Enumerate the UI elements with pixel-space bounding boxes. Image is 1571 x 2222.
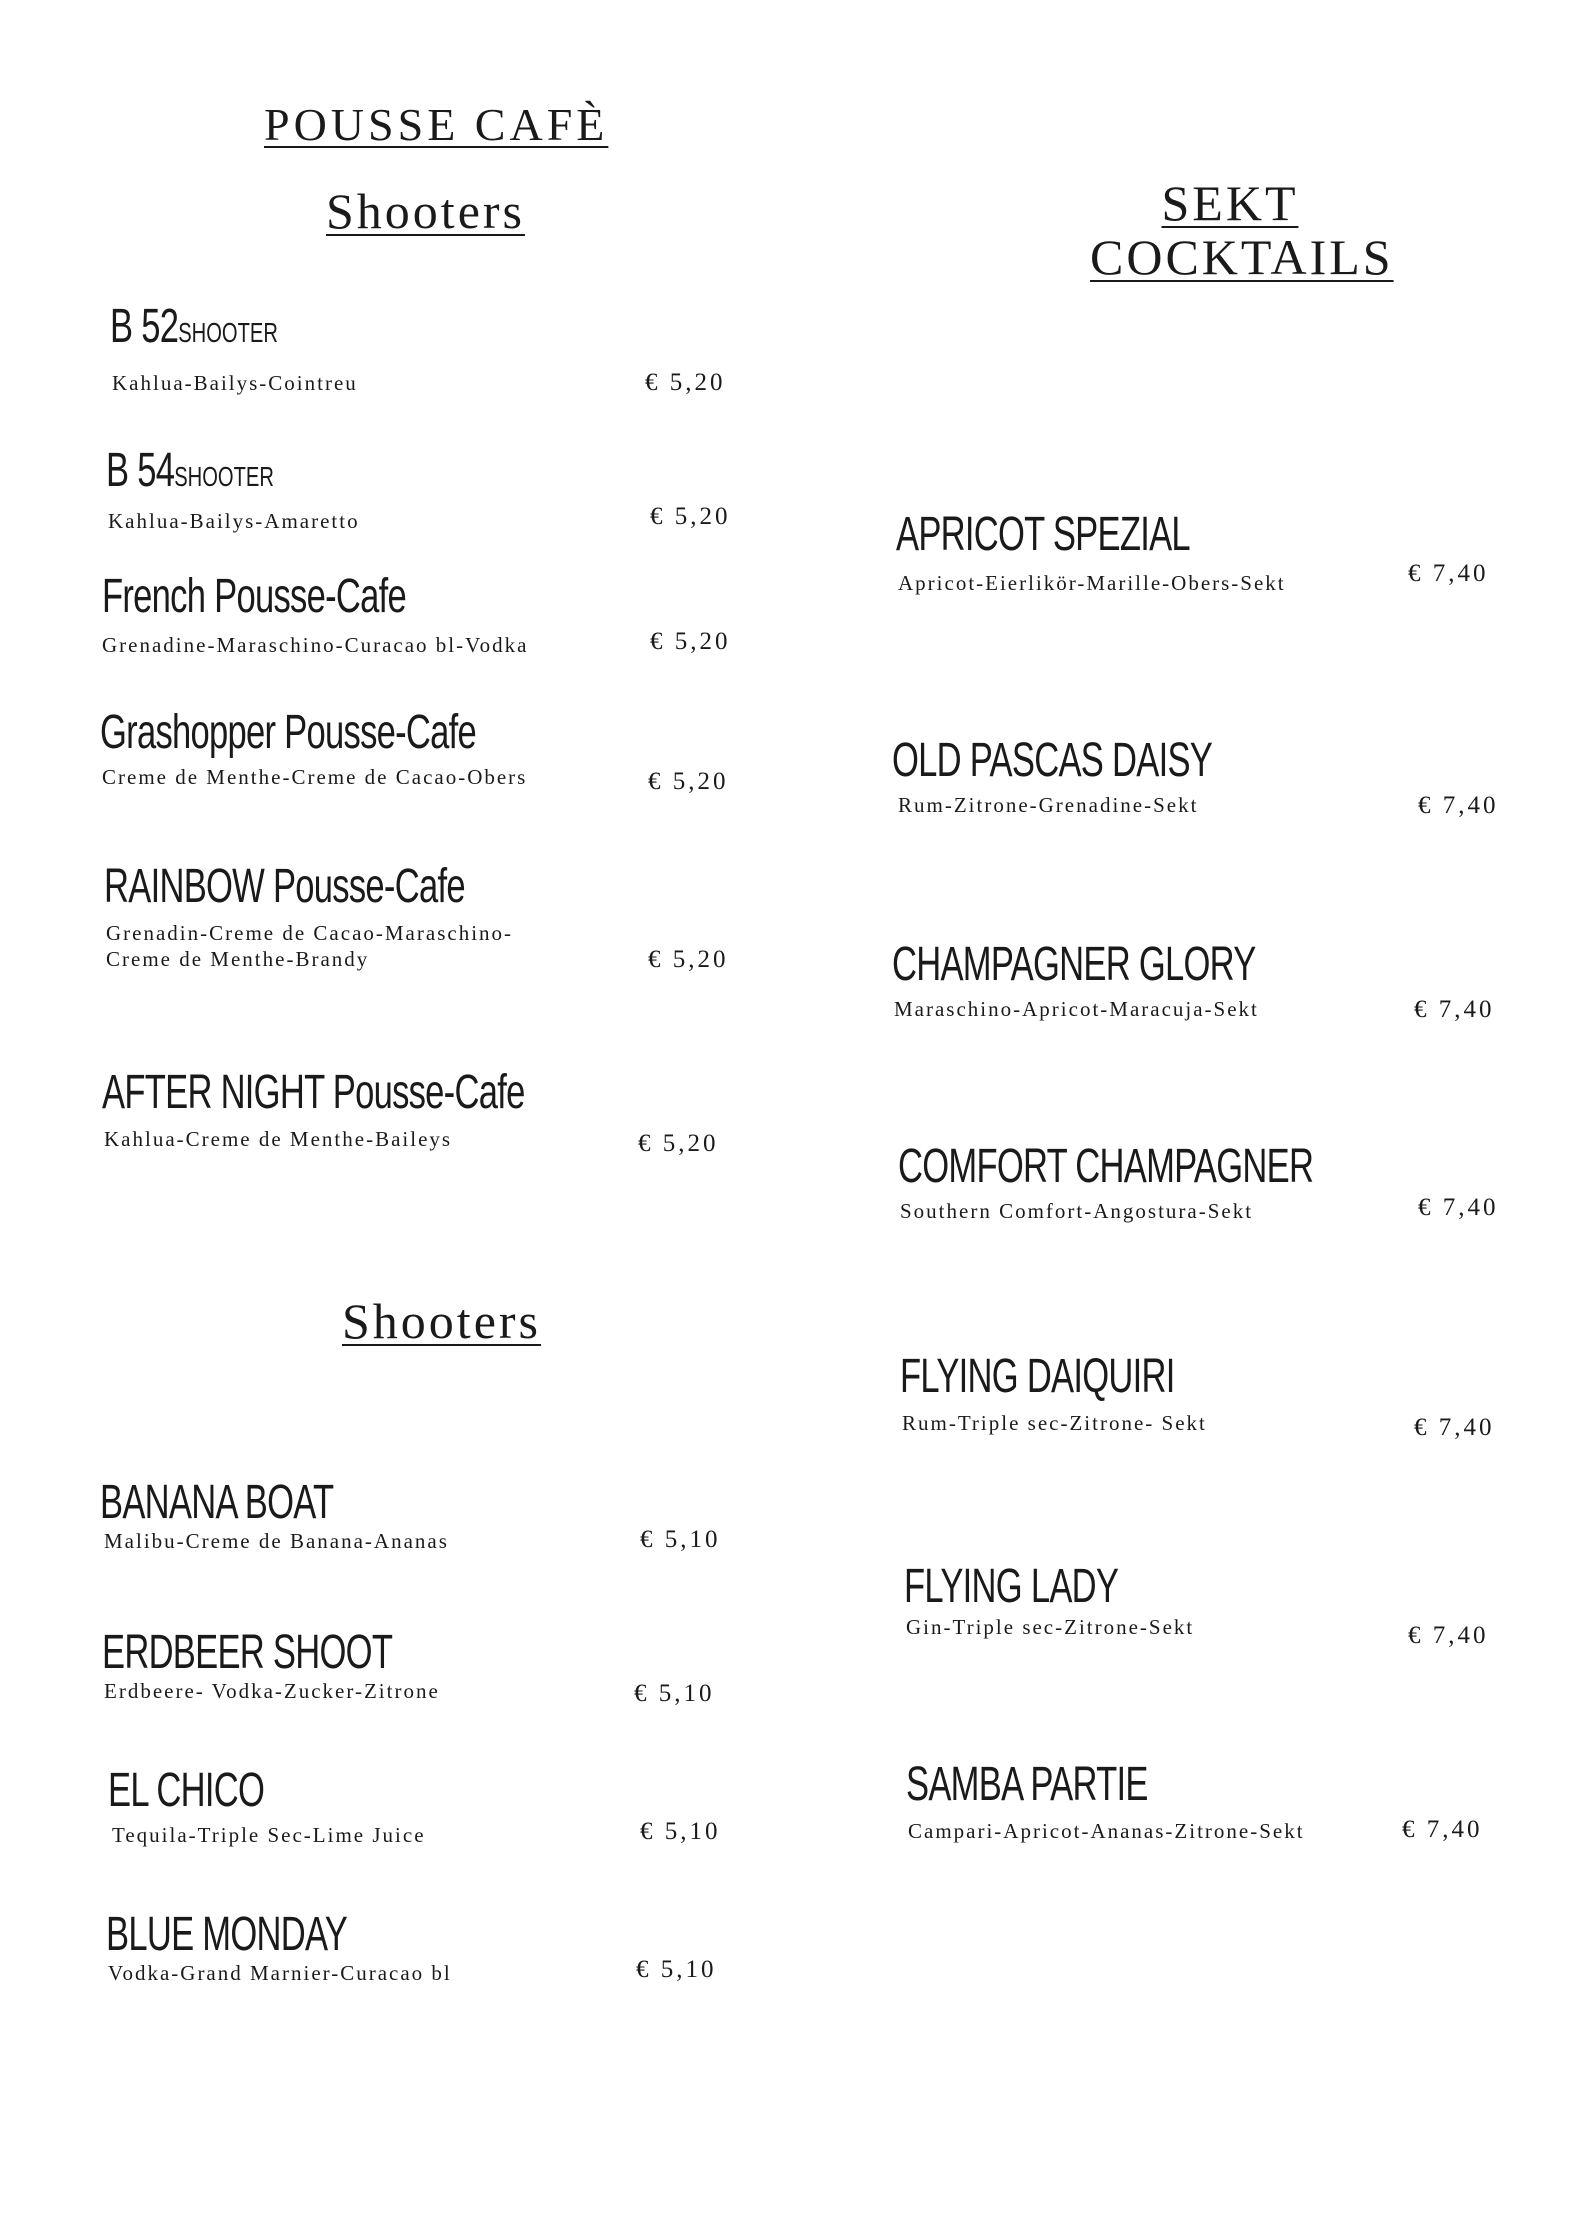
menu-item-price: € 7,40 bbox=[1414, 996, 1495, 1023]
menu-item-name: ERDBEER SHOOT bbox=[102, 1626, 393, 1679]
menu-item-description: Southern Comfort-Angostura-Sekt bbox=[900, 1199, 1254, 1223]
menu-item-description: Creme de Menthe-Creme de Cacao-Obers bbox=[102, 765, 528, 789]
item-name-text: B 54 bbox=[106, 444, 175, 497]
menu-item-name: EL CHICO bbox=[108, 1764, 265, 1817]
menu-item-price: € 5,20 bbox=[648, 946, 729, 973]
item-name-text: B 52 bbox=[110, 300, 179, 353]
menu-item-description: Kahlua-Creme de Menthe-Baileys bbox=[104, 1127, 453, 1151]
menu-item-name: RAINBOW Pousse-Cafe bbox=[104, 860, 465, 913]
sekt-heading-line1: SEKT bbox=[1161, 175, 1299, 231]
menu-item-price: € 5,10 bbox=[640, 1818, 721, 1845]
menu-item-price: € 5,20 bbox=[638, 1130, 719, 1157]
menu-item-price: € 5,20 bbox=[645, 369, 726, 396]
menu-item-name: APRICOT SPEZIAL bbox=[896, 508, 1190, 561]
menu-item-price: € 7,40 bbox=[1408, 1622, 1489, 1649]
item-name-suffix: SHOOTER bbox=[174, 461, 274, 492]
menu-item-description: Grenadin-Creme de Cacao-Maraschino- bbox=[106, 921, 514, 945]
menu-item-description: Erdbeere- Vodka-Zucker-Zitrone bbox=[104, 1679, 440, 1703]
menu-item-description: Tequila-Triple Sec-Lime Juice bbox=[112, 1823, 426, 1847]
menu-item-price: € 7,40 bbox=[1414, 1414, 1495, 1441]
menu-item-price: € 7,40 bbox=[1418, 1194, 1499, 1221]
menu-item-price: € 5,20 bbox=[648, 768, 729, 795]
menu-item-name: OLD PASCAS DAISY bbox=[892, 734, 1213, 787]
menu-item-description: Malibu-Creme de Banana-Ananas bbox=[104, 1529, 449, 1553]
pousse-cafe-heading: POUSSE CAFÈ bbox=[264, 99, 609, 150]
menu-item-description: Kahlua-Bailys-Amaretto bbox=[108, 509, 360, 533]
menu-item-description: Campari-Apricot-Ananas-Zitrone-Sekt bbox=[908, 1819, 1305, 1843]
menu-item-description: Rum-Triple sec-Zitrone- Sekt bbox=[902, 1411, 1207, 1435]
menu-item-name: COMFORT CHAMPAGNER bbox=[898, 1140, 1314, 1193]
menu-item-name: French Pousse-Cafe bbox=[102, 570, 406, 623]
sekt-heading-line2: COCKTAILS bbox=[1090, 229, 1394, 285]
menu-item-name bbox=[106, 446, 274, 502]
menu-item-name: BLUE MONDAY bbox=[106, 1908, 348, 1961]
menu-item-price: € 5,20 bbox=[650, 503, 731, 530]
menu-item-name: CHAMPAGNER GLORY bbox=[892, 938, 1256, 991]
menu-item-description: Vodka-Grand Marnier-Curacao bl bbox=[108, 1961, 452, 1985]
menu-item-name: FLYING LADY bbox=[904, 1560, 1119, 1613]
menu-item-price: € 7,40 bbox=[1402, 1816, 1483, 1843]
menu-item-price: € 5,10 bbox=[634, 1680, 715, 1707]
menu-item-name: BANANA BOAT bbox=[100, 1476, 334, 1529]
menu-item-description: Kahlua-Bailys-Cointreu bbox=[112, 371, 358, 395]
menu-item-price: € 5,10 bbox=[640, 1526, 721, 1553]
menu-item-name: Grashopper Pousse-Cafe bbox=[100, 706, 477, 759]
menu-item-description: Grenadine-Maraschino-Curacao bl-Vodka bbox=[102, 633, 529, 657]
menu-item-name: AFTER NIGHT Pousse-Cafe bbox=[102, 1066, 525, 1119]
menu-item-price: € 5,20 bbox=[650, 628, 731, 655]
menu-item-name bbox=[110, 302, 278, 358]
menu-item-description: Maraschino-Apricot-Maracuja-Sekt bbox=[894, 997, 1259, 1021]
shooters-heading-bottom: Shooters bbox=[342, 1293, 541, 1349]
item-name-suffix: SHOOTER bbox=[178, 317, 278, 348]
menu-item-description: Rum-Zitrone-Grenadine-Sekt bbox=[898, 793, 1199, 817]
menu-item-description: Apricot-Eierlikör-Marille-Obers-Sekt bbox=[898, 571, 1286, 595]
menu-item-description: Gin-Triple sec-Zitrone-Sekt bbox=[906, 1615, 1195, 1639]
sekt-cocktails-heading bbox=[1090, 175, 1394, 285]
menu-item-name: FLYING DAIQUIRI bbox=[900, 1350, 1175, 1403]
menu-item-price: € 5,10 bbox=[636, 1956, 717, 1983]
menu-item-price: € 7,40 bbox=[1408, 560, 1489, 587]
menu-item-price: € 7,40 bbox=[1418, 792, 1499, 819]
menu-item-description-line2: Creme de Menthe-Brandy bbox=[106, 947, 370, 971]
shooters-heading-top: Shooters bbox=[326, 183, 525, 239]
menu-item-name: SAMBA PARTIE bbox=[906, 1758, 1148, 1811]
